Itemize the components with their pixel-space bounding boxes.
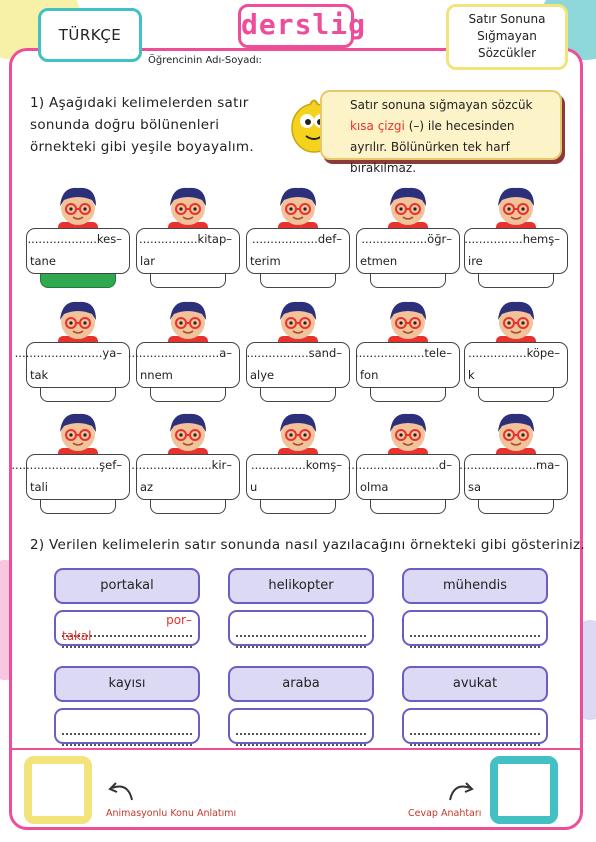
word-part-1: .....................ma– — [459, 458, 560, 472]
word-part-1: ................hemş– — [464, 232, 560, 246]
qr-code-icon — [498, 764, 550, 816]
color-box[interactable] — [370, 388, 446, 402]
word-part-1: .........................a– — [127, 346, 232, 360]
word-card — [459, 410, 568, 520]
animation-link-label[interactable]: Animasyonlu Konu Anlatımı — [106, 808, 237, 819]
topic-line-1: Satır Sonuna — [468, 12, 546, 26]
word-part-2: fon — [360, 368, 379, 382]
word-card — [127, 298, 240, 408]
word-part-2: u — [250, 480, 258, 494]
given-word: mühendis — [402, 568, 548, 604]
rule-note — [320, 90, 562, 175]
word-card — [347, 410, 460, 520]
word-part-1: ...............komş– — [250, 458, 342, 472]
word-part-1: ..................öğr– — [361, 232, 452, 246]
brand-logo — [238, 4, 367, 48]
word-card — [464, 184, 568, 294]
answer-field[interactable] — [54, 610, 200, 646]
topic-line-2: Sığmayan — [477, 29, 537, 43]
word-part-1: ......................kir– — [131, 458, 232, 472]
color-box[interactable] — [40, 274, 116, 288]
word-part-1: .........................d– — [347, 458, 452, 472]
curved-arrow-icon — [104, 778, 136, 804]
word-part-2: terim — [250, 254, 281, 268]
word-part-2: tane — [30, 254, 56, 268]
word-card — [26, 184, 130, 294]
word-part-1: ........................şef– — [11, 458, 122, 472]
qr-code-answer-key[interactable] — [490, 756, 558, 824]
word-card — [246, 184, 350, 294]
color-box[interactable] — [150, 500, 226, 514]
color-box[interactable] — [260, 388, 336, 402]
word-part-1: ........................ya– — [14, 346, 122, 360]
word-card — [11, 410, 130, 520]
dotted-line — [236, 732, 366, 746]
qr-code-icon — [32, 764, 84, 816]
word-card — [246, 410, 350, 520]
word-part-1: ................köpe– — [468, 346, 560, 360]
word-part-2: ire — [468, 254, 483, 268]
word-part-1: ...................kes– — [27, 232, 122, 246]
word-part-2: nnem — [140, 368, 173, 382]
word-part-1: ..................def– — [252, 232, 342, 246]
color-box[interactable] — [478, 274, 554, 288]
dotted-line — [236, 634, 366, 648]
topic-line-3: Sözcükler — [477, 46, 537, 60]
topic-tab — [446, 4, 568, 70]
given-word: helikopter — [228, 568, 374, 604]
answer-field[interactable] — [54, 708, 200, 744]
note-text-red: kısa çizgi — [350, 119, 405, 133]
color-box[interactable] — [150, 388, 226, 402]
word-part-1: ................kitap– — [139, 232, 232, 246]
dotted-line — [410, 634, 540, 648]
word-card — [246, 298, 350, 408]
color-box[interactable] — [40, 388, 116, 402]
word-part-1: ...................tele– — [354, 346, 452, 360]
brand-name: derslig — [241, 8, 367, 41]
subject-label: TÜRKÇE — [58, 26, 122, 44]
example-part-2: takal — [62, 629, 92, 643]
word-part-2: olma — [360, 480, 389, 494]
word-part-2: sa — [468, 480, 482, 494]
word-card — [131, 410, 240, 520]
qr-code-animation[interactable] — [24, 756, 92, 824]
dotted-line — [410, 732, 540, 746]
color-box[interactable] — [478, 388, 554, 402]
given-word: kayısı — [54, 666, 200, 702]
question-1-text: 1) Aşağıdaki kelimelerden satır sonunda doğru bölünenleri örnekteki gibi yeşile boyayalım. — [30, 95, 254, 155]
color-box[interactable] — [370, 500, 446, 514]
color-box[interactable] — [260, 274, 336, 288]
answer-field[interactable] — [402, 610, 548, 646]
footer-divider — [12, 748, 580, 750]
word-part-2: etmen — [360, 254, 398, 268]
color-box[interactable] — [150, 274, 226, 288]
word-card — [356, 184, 460, 294]
note-text-b: (–) ile hecesinden ayrılır. Bölünürken tek harf bırakılmaz. — [350, 119, 515, 175]
question-2-text: 2) Verilen kelimelerin satır sonunda nasıl yazılacağını örnekteki gibi gösteriniz. — [30, 537, 586, 553]
color-box[interactable] — [40, 500, 116, 514]
answer-field[interactable] — [228, 708, 374, 744]
dotted-line — [62, 732, 192, 746]
word-card — [356, 298, 460, 408]
word-card — [464, 298, 568, 408]
given-word: portakal — [54, 568, 200, 604]
color-box[interactable] — [478, 500, 554, 514]
word-part-1: .................sand– — [246, 346, 342, 360]
word-card — [14, 298, 130, 408]
word-part-2: tali — [30, 480, 48, 494]
answer-key-label[interactable]: Cevap Anahtarı — [408, 808, 482, 819]
given-word: araba — [228, 666, 374, 702]
word-card — [136, 184, 240, 294]
subject-tab — [38, 8, 142, 62]
answer-field[interactable] — [402, 708, 548, 744]
answer-field[interactable] — [228, 610, 374, 646]
word-part-2: k — [468, 368, 475, 382]
note-text-a: Satır sonuna sığmayan sözcük — [350, 98, 533, 112]
given-word: avukat — [402, 666, 548, 702]
word-part-2: tak — [30, 368, 49, 382]
color-box[interactable] — [370, 274, 446, 288]
word-part-2: az — [140, 480, 154, 494]
curved-arrow-icon — [446, 778, 478, 804]
color-box[interactable] — [260, 500, 336, 514]
word-part-2: alye — [250, 368, 275, 382]
word-part-2: lar — [140, 254, 155, 268]
student-name-field[interactable]: Öğrencinin Adı-Soyadı: — [148, 55, 262, 66]
example-part-1: por– — [166, 613, 192, 627]
